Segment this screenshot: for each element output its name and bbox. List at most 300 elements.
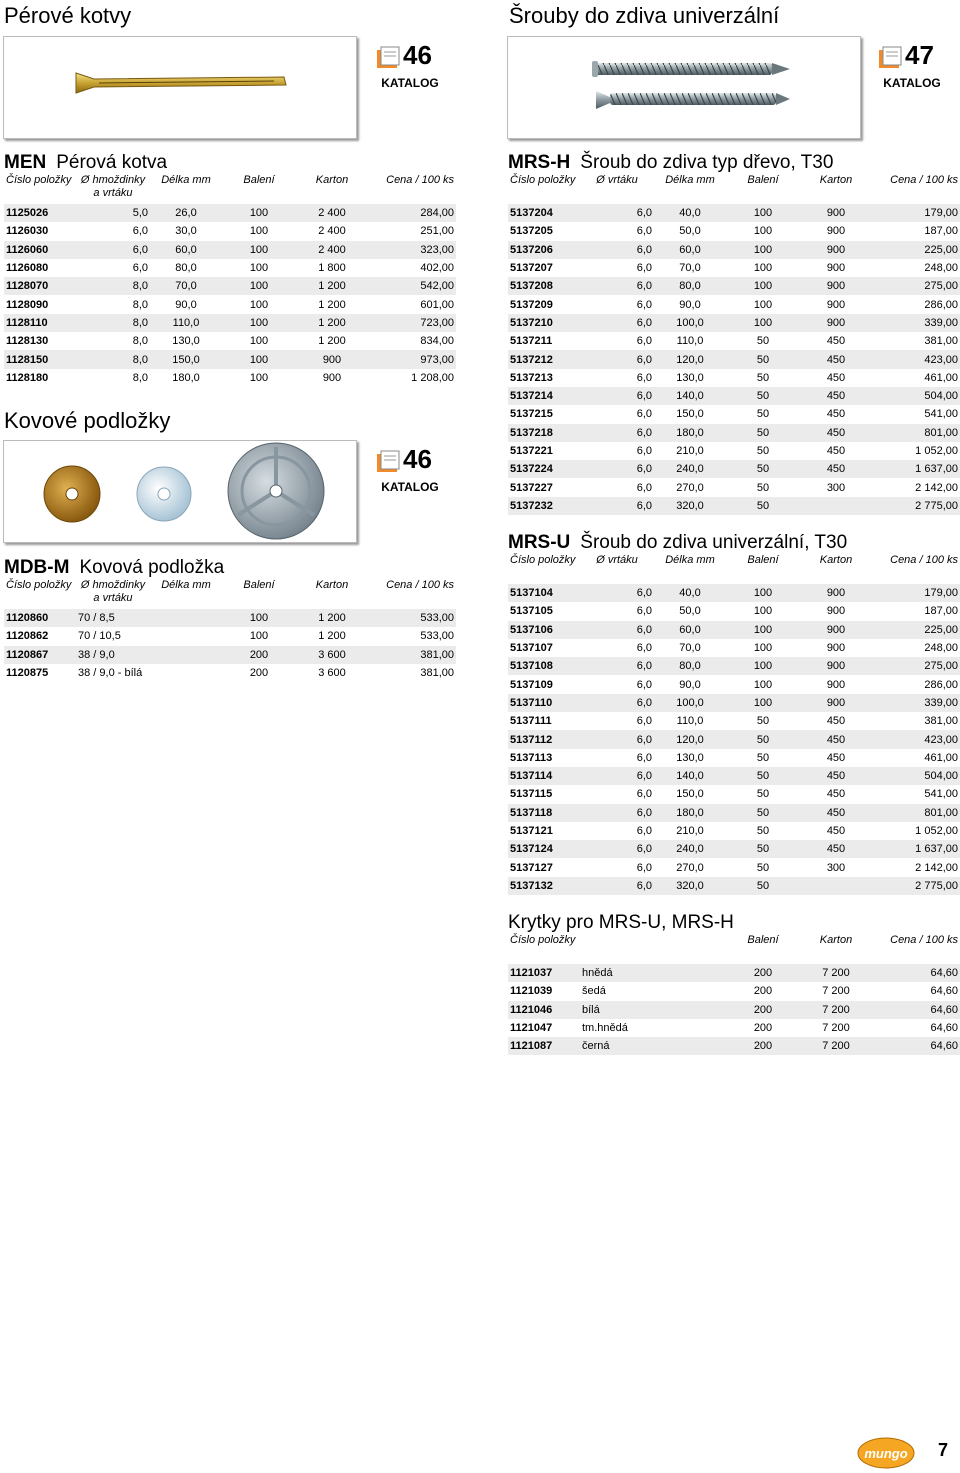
item-number-cell: 1121046: [508, 1001, 580, 1019]
men-table: [4, 174, 456, 387]
table-cell: 381,00: [924, 715, 958, 728]
table-cell: 100: [726, 657, 800, 675]
table-cell: 50: [726, 387, 800, 405]
table-cell: 200: [249, 667, 269, 680]
katalog-label: KATALOG: [381, 480, 439, 494]
table-cell: 450: [826, 825, 846, 837]
table-cell: 50: [726, 804, 800, 822]
item-number-cell: 5137113: [510, 751, 553, 764]
item-number-cell: 1121087: [508, 1037, 580, 1055]
table-cell: 450: [826, 408, 846, 421]
table-cell: 3 600: [296, 646, 368, 664]
table-cell: 187,00: [924, 225, 958, 238]
column-header: Cena / 100 ks: [890, 934, 958, 946]
table-row: [508, 749, 960, 767]
table-cell: 601,00: [420, 298, 454, 311]
katalog-label: KATALOG: [381, 76, 439, 90]
table-cell: 90,0: [175, 298, 197, 311]
table-cell: 900: [800, 204, 872, 222]
product-image-box-men: [3, 36, 357, 139]
table-row: [4, 241, 456, 259]
krytky-section: [508, 912, 960, 1055]
table-cell: 8,0: [132, 298, 148, 311]
table-cell: 900: [826, 642, 846, 655]
anchor-image: [4, 37, 358, 140]
item-number-cell: 1120862: [6, 630, 49, 643]
product-name: Pérová kotva: [56, 152, 168, 173]
table-cell: 723,00: [368, 314, 456, 332]
table-cell: [654, 1001, 726, 1019]
table-cell: 1 052,00: [915, 825, 958, 837]
column-header: Číslo položky: [6, 579, 72, 591]
table-row: [4, 664, 456, 682]
table-row: [508, 259, 960, 277]
table-cell: 140,0: [654, 387, 726, 405]
table-row: [4, 204, 456, 222]
table-cell: 5,0: [76, 204, 150, 222]
katalog-page-number: 47: [905, 40, 934, 70]
product-name: Šroub do zdiva typ dřevo, T30: [580, 152, 834, 173]
table-cell: 100: [249, 630, 269, 643]
table-cell: 8,0: [76, 314, 150, 332]
table-cell: 6,0: [580, 767, 654, 785]
table-cell: 6,0: [636, 225, 652, 238]
mrsh-section: [508, 152, 960, 515]
table-cell: 6,0: [76, 241, 150, 259]
table-row: [508, 478, 960, 496]
table-cell: 6,0: [636, 678, 652, 691]
table-cell: 8,0: [76, 277, 150, 295]
item-number-cell: 1128180: [6, 371, 49, 384]
table-row: [508, 639, 960, 657]
table-cell: 6,0: [580, 314, 654, 332]
table-row: [508, 767, 960, 785]
column-header: Karton: [315, 579, 349, 591]
table-cell: 80,0: [654, 657, 726, 675]
page-number: 7: [938, 1440, 949, 1460]
table-cell: 120,0: [654, 350, 726, 368]
table-row: [4, 332, 456, 350]
column-header: Karton: [819, 554, 853, 566]
table-cell: 423,00: [872, 350, 960, 368]
item-number-cell: 1126080: [6, 262, 49, 275]
table-cell: 225,00: [872, 621, 960, 639]
table-cell: 6,0: [132, 262, 148, 275]
table-cell: 6,0: [580, 497, 654, 515]
item-number-cell: 1128070: [4, 277, 76, 295]
item-number-cell: 5137124: [508, 840, 580, 858]
table-cell: 50: [756, 825, 770, 837]
mrsh-table: [508, 174, 960, 515]
table-cell: 270,0: [676, 481, 704, 494]
table-cell: 38 / 9,0 - bílá: [78, 667, 143, 680]
table-cell: 100: [753, 642, 773, 655]
katalog-page-number: 46: [403, 40, 432, 70]
table-row: [4, 314, 456, 332]
table-cell: 179,00: [872, 204, 960, 222]
table-cell: 973,00: [368, 350, 456, 368]
table-cell: [150, 664, 222, 682]
table-cell: 110,0: [676, 715, 704, 728]
krytky-table: [508, 934, 960, 1055]
table-cell: [800, 497, 872, 515]
table-row: [508, 387, 960, 405]
column-header: Balení: [243, 174, 275, 186]
krytky-header: [508, 912, 960, 934]
table-cell: 6,0: [580, 241, 654, 259]
table-cell: 100: [249, 262, 269, 275]
table-cell: 6,0: [580, 387, 654, 405]
table-cell: 450: [800, 350, 872, 368]
table-row: [4, 609, 456, 627]
table-cell: 6,0: [636, 445, 652, 457]
table-cell: 801,00: [872, 804, 960, 822]
table-cell: 50: [756, 788, 770, 801]
table-cell: [654, 1019, 726, 1037]
table-cell: 1 800: [318, 262, 346, 275]
table-cell: 50: [756, 445, 770, 457]
product-name: Kovová podložka: [79, 557, 225, 578]
table-cell: 210,0: [676, 825, 704, 837]
table-cell: 1 200: [296, 314, 368, 332]
table-cell: 64,60: [872, 964, 960, 982]
table-cell: 275,00: [872, 277, 960, 295]
table-cell: 461,00: [924, 751, 958, 764]
table-cell: 50: [756, 408, 770, 421]
table-cell: 2 400: [318, 225, 346, 238]
table-cell: 1 637,00: [872, 460, 960, 478]
item-number-cell: 5137118: [508, 804, 580, 822]
table-row: [508, 982, 960, 1000]
table-cell: 381,00: [368, 646, 456, 664]
table-cell: 541,00: [924, 408, 958, 421]
table-cell: 100: [726, 204, 800, 222]
table-cell: 70 / 8,5: [76, 609, 150, 627]
table-cell: 381,00: [924, 335, 958, 348]
table-cell: 2 775,00: [872, 877, 960, 895]
table-cell: 2 400: [296, 204, 368, 222]
table-cell: 900: [826, 678, 846, 691]
table-cell: 80,0: [175, 262, 197, 275]
table-row: [508, 694, 960, 712]
section-title-srouby: Šrouby do zdiva univerzální: [509, 3, 780, 28]
table-cell: 6,0: [636, 335, 652, 348]
item-number-cell: 1128150: [4, 350, 76, 368]
mrsh-header: [508, 152, 960, 174]
table-row: [508, 204, 960, 222]
table-header-row: [508, 174, 960, 204]
item-number-cell: 5137215: [510, 408, 553, 421]
table-cell: 900: [800, 657, 872, 675]
item-number-cell: 5137107: [510, 642, 553, 655]
table-cell: 100: [249, 298, 269, 311]
table-cell: 6,0: [580, 621, 654, 639]
table-row: [4, 259, 456, 277]
table-cell: 50,0: [679, 605, 701, 618]
table-cell: 6,0: [636, 408, 652, 421]
table-row: [508, 442, 960, 460]
table-cell: 225,00: [872, 241, 960, 259]
catalog-book-icon: [375, 46, 405, 70]
table-row: [508, 712, 960, 730]
table-cell: 251,00: [420, 225, 454, 238]
column-header: Balení: [243, 579, 275, 591]
table-cell: 40,0: [654, 204, 726, 222]
table-row: [508, 804, 960, 822]
table-cell: 248,00: [924, 642, 958, 655]
table-cell: 6,0: [636, 788, 652, 801]
catalog-book-icon: [877, 46, 907, 70]
table-cell: 50: [756, 335, 770, 348]
table-cell: 6,0: [636, 298, 652, 311]
section-title-kovove-podlozky: Kovové podložky: [4, 408, 171, 433]
table-cell: 130,0: [676, 371, 704, 384]
item-number-cell: 5137214: [508, 387, 580, 405]
table-cell: 64,60: [930, 1022, 958, 1035]
table-cell: 320,0: [654, 497, 726, 515]
table-cell: 450: [800, 840, 872, 858]
table-cell: 6,0: [636, 605, 652, 618]
men-header: [4, 152, 456, 174]
table-cell: 70,0: [679, 642, 701, 655]
table-cell: 286,00: [924, 298, 958, 311]
table-cell: 80,0: [654, 277, 726, 295]
table-cell: 2 400: [296, 241, 368, 259]
table-cell: 286,00: [924, 678, 958, 691]
item-number-cell: 5137206: [508, 241, 580, 259]
item-number-cell: 5137121: [510, 825, 553, 837]
table-header-row: [508, 934, 960, 964]
table-cell: 64,60: [872, 1037, 960, 1055]
table-cell: 900: [322, 371, 342, 384]
table-row: [508, 840, 960, 858]
table-cell: 110,0: [150, 314, 222, 332]
table-cell: 7 200: [800, 1037, 872, 1055]
table-cell: 900: [296, 350, 368, 368]
table-row: [508, 858, 960, 876]
product-image-box-mdb: [3, 440, 357, 543]
table-cell: 90,0: [679, 678, 701, 691]
table-cell: 6,0: [580, 424, 654, 442]
table-cell: 100,0: [654, 314, 726, 332]
column-header: Číslo položky: [510, 174, 576, 186]
table-cell: 7 200: [822, 985, 850, 998]
table-cell: 100: [753, 605, 773, 618]
table-cell: 450: [800, 767, 872, 785]
table-cell: 50,0: [679, 225, 701, 238]
table-cell: 38 / 9,0: [76, 646, 150, 664]
table-row: [508, 621, 960, 639]
table-cell: 6,0: [636, 861, 652, 874]
table-row: [508, 369, 960, 387]
table-cell: 450: [800, 804, 872, 822]
table-header-row: [4, 174, 456, 204]
table-cell: 7 200: [800, 964, 872, 982]
table-cell: černá: [580, 1037, 654, 1055]
mdb-section: [4, 557, 456, 682]
table-cell: 150,0: [676, 408, 704, 421]
table-cell: 8,0: [76, 350, 150, 368]
table-cell: 200: [726, 1001, 800, 1019]
table-cell: 6,0: [580, 657, 654, 675]
table-cell: 50: [726, 424, 800, 442]
table-cell: 240,0: [654, 840, 726, 858]
item-number-cell: 5137232: [508, 497, 580, 515]
item-number-cell: 1120875: [6, 667, 49, 680]
table-cell: 6,0: [636, 262, 652, 275]
table-cell: [150, 646, 222, 664]
column-header: Karton: [315, 174, 349, 186]
table-cell: 50: [756, 371, 770, 384]
item-number-cell: 5137106: [508, 621, 580, 639]
table-row: [508, 405, 960, 423]
table-row: [508, 822, 960, 840]
table-row: [4, 277, 456, 295]
item-number-cell: 5137104: [508, 584, 580, 602]
table-cell: 542,00: [368, 277, 456, 295]
katalog-label: KATALOG: [883, 76, 941, 90]
table-cell: 1 200: [296, 277, 368, 295]
table-cell: 450: [826, 371, 846, 384]
table-cell: 2 775,00: [872, 497, 960, 515]
column-header: Balení: [747, 554, 779, 566]
table-cell: 100: [222, 609, 296, 627]
table-cell: 450: [800, 730, 872, 748]
table-cell: 300: [826, 861, 846, 874]
table-cell: 50: [726, 840, 800, 858]
table-cell: 130,0: [676, 751, 704, 764]
item-number-cell: 1126060: [4, 241, 76, 259]
table-cell: 381,00: [420, 667, 454, 680]
table-cell: 100: [222, 277, 296, 295]
table-row: [508, 332, 960, 350]
logo-text: mungo: [864, 1446, 908, 1461]
table-cell: 100: [726, 694, 800, 712]
table-row: [508, 964, 960, 982]
table-cell: 26,0: [150, 204, 222, 222]
table-cell: tm.hnědá: [582, 1022, 628, 1035]
table-row: [508, 350, 960, 368]
table-cell: 6,0: [636, 371, 652, 384]
item-number-cell: 5137110: [508, 694, 580, 712]
table-cell: 6,0: [580, 584, 654, 602]
column-header: Karton: [819, 934, 853, 946]
table-cell: 6,0: [580, 804, 654, 822]
product-code: MEN: [4, 152, 47, 173]
table-cell: 50: [726, 767, 800, 785]
table-row: [4, 295, 456, 313]
column-header: Číslo položky: [6, 174, 72, 186]
product-image-box-mrs: [507, 36, 861, 139]
table-cell: 100: [726, 277, 800, 295]
table-cell: 900: [800, 621, 872, 639]
table-cell: 320,0: [654, 877, 726, 895]
table-row: [508, 877, 960, 895]
table-cell: 40,0: [654, 584, 726, 602]
item-number-cell: 1128090: [6, 298, 49, 311]
table-cell: 900: [800, 241, 872, 259]
table-cell: 70,0: [679, 262, 701, 275]
table-cell: 1 052,00: [915, 445, 958, 457]
table-row: [4, 627, 456, 645]
table-cell: 323,00: [368, 241, 456, 259]
table-cell: 284,00: [368, 204, 456, 222]
table-cell: 339,00: [872, 314, 960, 332]
table-cell: 50: [756, 481, 770, 494]
table-cell: 1 637,00: [872, 840, 960, 858]
item-number-cell: 5137213: [510, 371, 553, 384]
table-row: [508, 222, 960, 240]
item-number-cell: 5137204: [508, 204, 580, 222]
table-cell: 1 200: [318, 630, 346, 643]
column-header: Číslo položky: [510, 934, 576, 946]
item-number-cell: 1120867: [4, 646, 76, 664]
item-number-cell: 5137212: [508, 350, 580, 368]
item-number-cell: 1121039: [510, 985, 553, 998]
mrsu-header: [508, 532, 960, 554]
table-cell: 100: [249, 371, 269, 384]
table-cell: 100: [249, 335, 269, 348]
table-cell: 6,0: [580, 460, 654, 478]
table-cell: 1 200: [318, 298, 346, 311]
table-cell: 6,0: [636, 751, 652, 764]
table-cell: 180,0: [654, 804, 726, 822]
table-row: [508, 730, 960, 748]
column-header: Délka mm: [161, 579, 211, 591]
table-cell: 6,0: [580, 877, 654, 895]
table-cell: 8,0: [132, 335, 148, 348]
table-cell: 6,0: [580, 204, 654, 222]
catalog-book-icon: [375, 450, 405, 474]
table-cell: 450: [826, 788, 846, 801]
table-cell: [150, 609, 222, 627]
table-cell: 64,60: [872, 1001, 960, 1019]
product-code: MRS-H: [508, 152, 571, 173]
item-number-cell: 5137208: [508, 277, 580, 295]
table-cell: 120,0: [654, 730, 726, 748]
column-header: Délka mm: [665, 554, 715, 566]
table-row: [508, 675, 960, 693]
item-number-cell: 5137111: [510, 715, 552, 728]
column-header: Ø vrtáku: [596, 554, 638, 566]
table-cell: 100,0: [654, 694, 726, 712]
table-cell: 100: [753, 298, 773, 311]
table-row: [508, 241, 960, 259]
table-row: [508, 424, 960, 442]
table-cell: [654, 982, 726, 1000]
table-cell: 200: [222, 646, 296, 664]
table-cell: [654, 964, 726, 982]
table-cell: 210,0: [676, 445, 704, 457]
item-number-cell: 5137108: [508, 657, 580, 675]
table-cell: 450: [826, 445, 846, 457]
table-cell: 30,0: [175, 225, 197, 238]
table-cell: [654, 1037, 726, 1055]
product-code: MDB-M: [4, 557, 70, 578]
column-header: Číslo položky: [510, 554, 576, 566]
table-cell: 50: [726, 497, 800, 515]
table-cell: bílá: [580, 1001, 654, 1019]
column-header: Ø vrtáku: [596, 174, 638, 186]
table-cell: 6,0: [580, 277, 654, 295]
table-cell: 180,0: [654, 424, 726, 442]
table-cell: 200: [753, 1022, 773, 1035]
item-number-cell: 5137221: [510, 445, 553, 457]
table-row: [4, 222, 456, 240]
table-header-row: [4, 579, 456, 609]
table-cell: 450: [800, 424, 872, 442]
table-cell: [150, 627, 222, 645]
